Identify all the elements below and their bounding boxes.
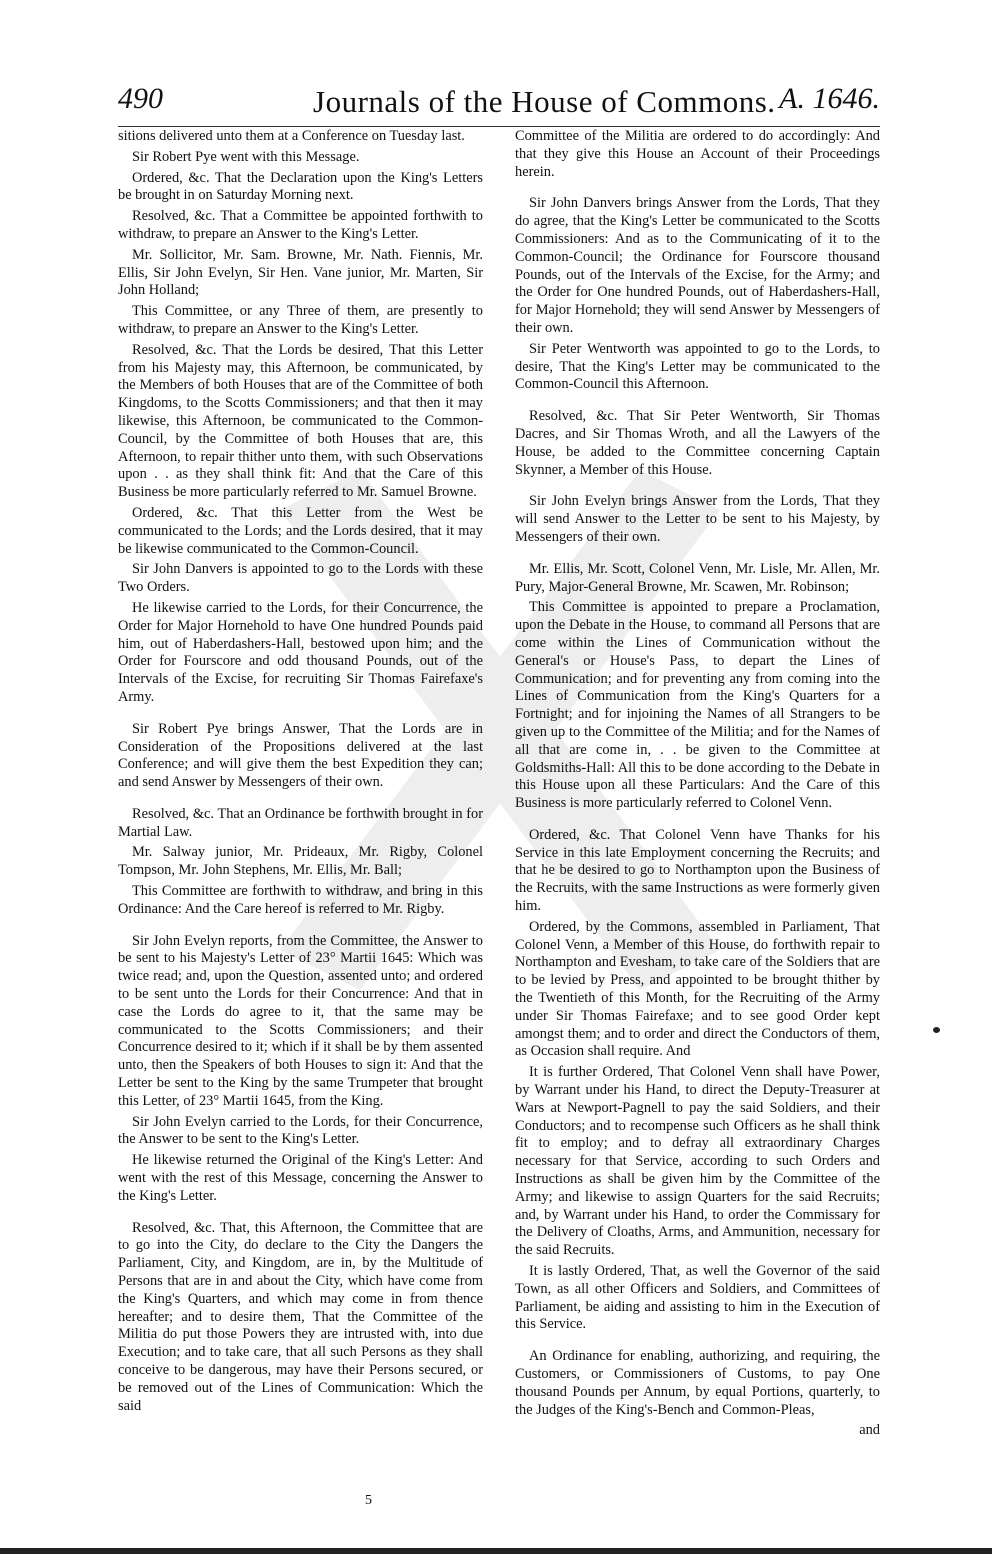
paragraph: Sir Robert Pye brings Answer, That the Lords are in Consideration of the Propositions delivered at the last Conference; and will give them the best Expedition they can; and send Answer by Messengers of their own. [118, 720, 483, 791]
paragraph: This Committee are forthwith to withdraw, and bring in this Ordinance: And the Care hereof is referred to Mr. Rigby. [118, 883, 483, 917]
paragraph: This Committee, or any Three of them, are presently to withdraw, to prepare an Answer to the King's Letter. [118, 303, 483, 337]
paragraph: Ordered, &c. That Colonel Venn have Thanks for his Service in this late Employment concerning the Recruits; and that he be desired to go to Northampton upon the Business of the Recruits, with the same Instructions as were formerly given him. [515, 826, 880, 915]
paragraph: Sir John Evelyn brings Answer from the Lords, That they will send Answer to the Letter to be sent to his Majesty, by Messengers of their own. [515, 493, 880, 545]
paragraph: It is further Ordered, That Colonel Venn shall have Power, by Warrant under his Hand, to direct the Deputy-Treasurer at Wars at Newport-Pagnell to pay the said Soldiers, and their Conductors; and to recompense such Officers as he shall think fit to employ; and to defray all extraordinary Charges necessary for that Service, according to such Orders and Instructions as shall be given him by the Committee of the Army; and likewise to assign Quarters for the said Recruits; and, by Warrant under his Hand, to order the Commissary for the Delivery of Cloaths, Arms, and Ammunition, necessary for the said Recruits. [515, 1064, 880, 1259]
page-number: 490 [118, 82, 163, 115]
paragraph: Resolved, &c. That a Committee be appointed forthwith to withdraw, to prepare an Answer to the King's Letter. [118, 208, 483, 242]
paragraph: Resolved, &c. That the Lords be desired, That this Letter from his Majesty may, this Afternoon, be communicated, by the Members of both Houses that are of the Committee of both Kingdoms, to the Scotts Commissioners; and that then it may likewise, this Afternoon, be communicated to the Common-Council, by the Committee of both Houses that are, this Afternoon, to repair thither unto them, with such Observations upon . . as they shall think fit: And that the Care of this Business be more particularly referred to Mr. Samuel Browne. [118, 341, 483, 501]
paragraph: Sir John Danvers is appointed to go to the Lords with these Two Orders. [118, 561, 483, 596]
paragraph: Sir Peter Wentworth was appointed to go to the Lords, to desire, That the King's Letter may be communicated to the Common-Council this Afternoon. [515, 340, 880, 393]
paragraph: Sir John Evelyn reports, from the Committee, the Answer to be sent to his Majesty's Letter of 23° Martii 1645: Which was twice read; and, upon the Question, assented unto; and ordered to be sent unto the Lords for their Concurrence: And that in case the Lords do agree to it, that the same may be communicated to the Scotts Commissioners; and their Concurrence desired to it; which if it shall be by them assented unto, then the Speakers of both Houses to sign it: And that the Letter be sent to the King by the same Trumpeter that brought this Letter, of 23° Martii 1645, from the King. [118, 932, 483, 1109]
header-rule [118, 126, 880, 127]
paragraph: Sir John Evelyn carried to the Lords, for their Concurrence, the Answer to be sent to the King's Letter. [118, 1113, 483, 1148]
paragraph: Sir John Danvers brings Answer from the Lords, That they do agree, that the King's Letter be communicated to the Scotts Commissioners: And as to the Communicating of it to the Common-Council; the Ordinance for Fourscore thousand Pounds, out of the Intervals of the Excise, for the Army; and the Order for One hundred Pounds, out of Haberdashers-Hall, for Major Hornehold; they will send Answer by Messengers of their own. [515, 195, 880, 336]
paragraph: Resolved, &c. That an Ordinance be forthwith brought in for Martial Law. [118, 805, 483, 840]
paragraph: Ordered, &c. That the Declaration upon the King's Letters be brought in on Saturday Morning next. [118, 169, 483, 204]
left-column [118, 128, 483, 1418]
journal-title: Journals of the House of Commons. [313, 84, 776, 119]
page-bottom-edge [0, 1548, 992, 1554]
paragraph: Mr. Ellis, Mr. Scott, Colonel Venn, Mr. Lisle, Mr. Allen, Mr. Pury, Major-General Browne, Mr. Scawen, Mr. Robinson; [515, 560, 880, 595]
paragraph: Mr. Salway junior, Mr. Prideaux, Mr. Rigby, Colonel Tompson, Mr. John Stephens, Mr. Ellis, Mr. Ball; [118, 844, 483, 879]
right-column [515, 128, 880, 1443]
paragraph: He likewise returned the Original of the King's Letter: And went with the rest of this Message, concerning the Answer to the King's Letter. [118, 1152, 483, 1204]
paragraph: Resolved, &c. That Sir Peter Wentworth, Sir Thomas Dacres, and Sir Thomas Wroth, and all the Lawyers of the House, be added to the Committee concerning Captain Skynner, a Member of this House. [515, 408, 880, 478]
paragraph: Ordered, by the Commons, assembled in Parliament, That Colonel Venn, a Member of this House, do forthwith repair to Northampton and Evesham, to take care of the Soldiers that are to be levied by Press, and appointed to be brought thither by the Twentieth of this Month, for the Recruiting of the Army under Sir Thomas Fairefaxe; and to see good Order kept amongst them; and to order and direct the Conductors of them, as Occasion shall require. And [515, 918, 880, 1060]
paragraph: Ordered, &c. That this Letter from the West be communicated to the Lords; and the Lords desired, that it may be likewise communicated to the Common-Council. [118, 504, 483, 557]
ink-mark [933, 1027, 940, 1033]
paragraph: Sir Robert Pye went with this Message. [132, 148, 360, 165]
running-header [118, 82, 880, 132]
paragraph: This Committee is appointed to prepare a Proclamation, upon the Debate in the House, to command all Persons that are come within the Lines of Communication without the General's or House's Pass, to depart the Lines of Communication; and for preventing any from coming into the Lines of Communication from the King's Quarters for a Fortnight; and for injoining the Names of all Strangers to be given up to the Committee of the Militia; and for the Names of all that are come in, . . be given to the Committee at Goldsmiths-Hall: All this to be done according to the Debate in this House upon all these Particulars: And the Care of this Business is more particularly referred to Colonel Venn. [515, 599, 880, 812]
paragraph: Mr. Sollicitor, Mr. Sam. Browne, Mr. Nath. Fiennis, Mr. Ellis, Sir John Evelyn, Sir Hen. Vane junior, Mr. Marten, Sir John Holland; [118, 246, 483, 299]
signature-mark: 5 [365, 1493, 372, 1508]
paragraph: Resolved, &c. That, this Afternoon, the Committee that are to go into the City, do declare to the City the Dangers the Parliament, City, and Kingdom, are in, by the Multitude of Persons that are in and about the City, which have come from the King's Quarters, and which may come in from thence hereafter; and to desire them, That the Committee of the Militia do put those Powers they are intrusted with, into due Execution; and to take care, that all such Persons as they shall conceive to be dangerous, may have their Persons secured, or be removed out of the Lines of Communication: Which the said [118, 1219, 483, 1414]
journal-year: A. 1646. [779, 82, 880, 115]
catchword: and [859, 1422, 880, 1439]
paragraph: An Ordinance for enabling, authorizing, and requiring, the Customers, or Commissioners of Customs, to pay One thousand Pounds per Annum, by equal Portions, quarterly, to the Judges of the King's-Bench and Common-Pleas, [515, 1348, 880, 1418]
paragraph: It is lastly Ordered, That, as well the Governor of the said Town, as all other Officers and Soldiers, and Committees of Parliament, be aiding and assisting to him in the Execution of this Service. [515, 1263, 880, 1333]
paragraph: sitions delivered unto them at a Conference on Tuesday last. [118, 128, 465, 144]
paragraph: Committee of the Militia are ordered to do accordingly: And that they give this House an Account of their Proceedings herein. [515, 128, 880, 180]
paragraph: He likewise carried to the Lords, for their Concurrence, the Order for Major Hornehold to have One hundred Pounds paid him, out of Haberdashers-Hall, bestowed upon him; and the Order for Fourscore and odd thousand Pounds, out of the Intervals of the Excise, for recruiting Sir Thomas Fairefaxe's Army. [118, 599, 483, 705]
